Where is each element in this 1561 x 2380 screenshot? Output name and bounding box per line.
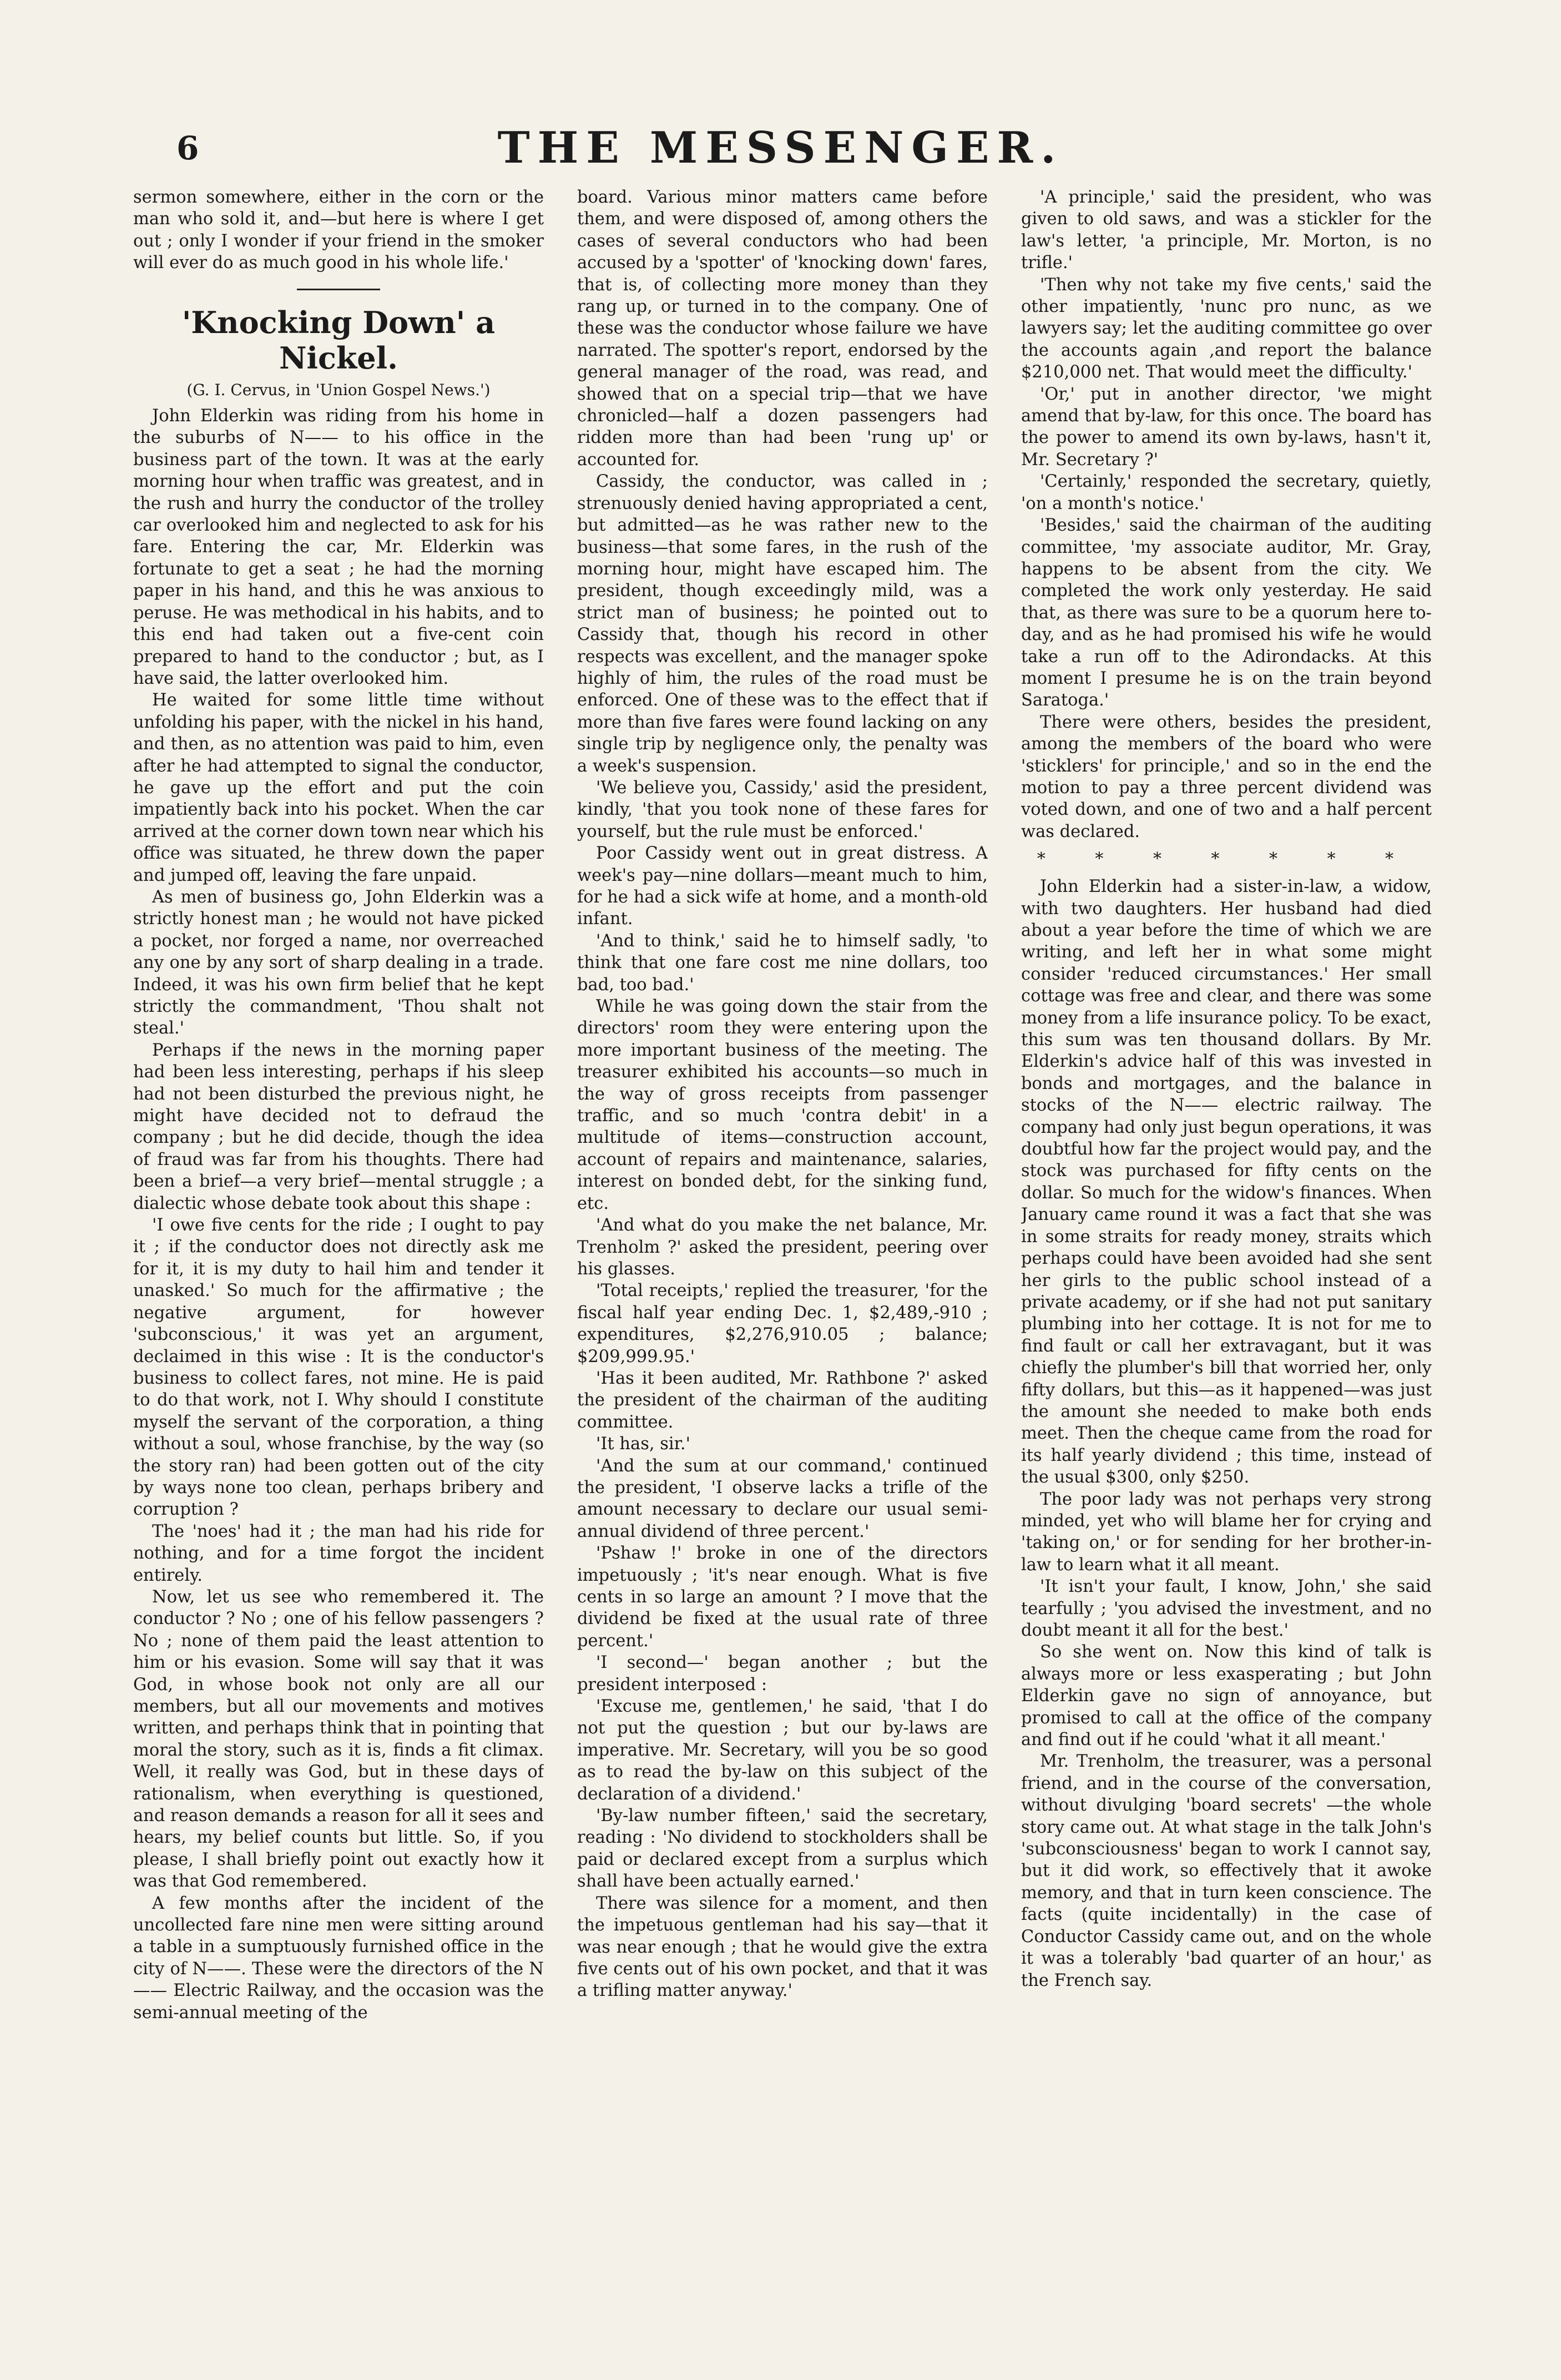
article-columns [133,186,1432,2340]
paragraph: There was silence for a moment, and then the impetuous gentleman had his say—that it was near enough ; that he would give the extra five cents out of his own pocket, and that it was a trifling matter anyway.' [577,1893,988,2001]
paragraph: 'Besides,' said the chairman of the auditing committee, 'my associate auditor, Mr. Gray, happens to be absent from the city. We completed the work only yesterday. He said that, as there was sure to be a quorum here to-day, and as he had promised his wife he would take a run off to the Adirondacks. At this moment I presume he is on the train beyond Saratoga.' [1021,516,1432,710]
paragraph: 'I owe five cents for the ride ; I ought to pay it ; if the conductor does not directly ask me for it, it is my duty to hail him and tender it unasked.' So much for the affirmative ; the negative argument, for however 'subconscious,' it was yet an argument, declaimed in this wise : It is the conductor's business to collect fares, not mine. He is paid to do that work, not I. Why should I constitute myself the servant of the corporation, a thing without a soul, whose franchise, by the way (so the story ran) had been gotten out of the city by ways none too clean, perhaps bribery and corruption ? [133,1216,544,1520]
paragraph: 'A principle,' said the president, who was given to old saws, and was a stickler for the law's letter, 'a principle, Mr. Morton, is no trifle.' [1021,188,1432,273]
paragraph: While he was going down the stair from the directors' room they were entering upon the more important business of the meeting. The treasurer exhibited his accounts—so much in the way of gross receipts from passenger traffic, and so much 'contra debit' in a multitude of items—construction account, account of repairs and maintenance, salaries, interest on bonded debt, for the sinking fund, etc. [577,997,988,1213]
byline: (G. I. Cervus, in 'Union Gospel News.') [186,380,491,399]
column-2 [577,186,988,2340]
page-number: 6 [176,129,199,167]
article-title: 'Knocking Down' a Nickel. [181,304,496,376]
paragraph: 'It isn't your fault, I know, John,' she said tearfully ; 'you advised the investment, and no doubt meant it all for the best.' [1021,1577,1432,1640]
paragraph: A few months after the incident of the uncollected fare nine men were sitting around a table in a sumptuously furnished office in the city of N——. These were the directors of the N—— Electric Railway, and the occasion was the semi-annual meeting of the [133,1893,544,2023]
paragraph: 'We believe you, Cassidy,' asid the president, kindly, 'that you took none of these fares for yourself, but the rule must be enforced.' [577,778,988,841]
paragraph: John Elderkin had a sister-in-law, a widow, with two daughters. Her husband had died about a year before the time of which we are writing, and left her in what some might consider 'reduced circumstances.' Her small cottage was free and clear, and there was some money from a life insurance policy. To be exact, this sum was ten thousand dollars. By Mr. Elderkin's advice half of this was invested in bonds and mortgages, and the balance in stocks of the N—— electric railway. The company had only just begun operations, it was doubtful how far the project would pay, and the stock was purchased for fifty cents on the dollar. So much for the widow's finances. When January came round it was a fact that she was in some straits for ready money, straits which perhaps could have been avoided had she sent her girls to the public school instead of a private academy, or if she had not put sanitary plumbing into her cottage. It is not for me to find fault or call her extravagant, but it was chiefly the plumber's bill that worried her, only fifty dollars, but this—as it happened—was just the amount she needed to make both ends meet. Then the cheque came from the road for its half yearly dividend ; this time, instead of the usual $300, only $250. [1021,877,1432,1488]
column-1 [133,186,544,2340]
paragraph: Mr. Trenholm, the treasurer, was a personal friend, and in the course of the conversation, without divulging 'board secrets' —the whole story came out. At what stage in the talk John's 'subconsciousness' began to work I cannot say, but it did work, so effectively that it awoke memory, and that in turn keen conscience. The facts (quite incidentally) in the case of Conductor Cassidy came out, and on the whole it was a tolerably 'bad quarter of an hour,' as the French say. [1021,1752,1432,1990]
paragraph: There were others, besides the president, among the members of the board who were 'sticklers' for principle,' and so in the end the motion to pay a three percent dividend was voted down, and one of two and a half percent was declared. [1021,712,1432,841]
paragraph: 'Pshaw !' broke in one of the directors impetuously ; 'it's near enough. What is five cents in so large an amount ? I move that the dividend be fixed at the usual rate of three percent.' [577,1544,988,1651]
section-break-asterisks: * * * * * * * [1037,849,1416,869]
paragraph: The 'noes' had it ; the man had his ride for nothing, and for a time forgot the incident entirely. [133,1521,544,1585]
paragraph: John Elderkin was riding from his home in the suburbs of N—— to his office in the business part of the town. It was at the early morning hour when traffic was greatest, and in the rush and hurry the conductor of the trolley car overlooked him and neglected to ask for his fare. Entering the car, Mr. Elderkin was fortunate to get a seat ; he had the morning paper in his hand, and this he was anxious to peruse. He was methodical in his habits, and to this end had taken out a five-cent coin prepared to hand to the conductor ; but, as I have said, the latter overlooked him. [133,406,544,688]
section-divider [297,289,380,290]
paragraph: Poor Cassidy went out in great distress. A week's pay—nine dollars—meant much to him, for he had a sick wife at home, and a month-old infant. [577,844,988,929]
paragraph: The poor lady was not perhaps very strong minded, yet who will blame her for crying and 'taking on,' or for sending for her brother-in-law to learn what it all meant. [1021,1489,1432,1575]
paragraph: 'By-law number fifteen,' said the secretary, reading : 'No dividend to stockholders shall be paid or declared except from a surplus which shall have been actually earned.' [577,1806,988,1892]
paragraph: 'Total receipts,' replied the treasurer, 'for the fiscal half year ending Dec. 1, $2,489,-910 ; expenditures, $2,276,910.05 ; balance; $209,999.95.' [577,1281,988,1367]
paragraph: sermon somewhere, either in the corn or the man who sold it, and—but here is where I get out ; only I wonder if your friend in the smoker will ever do as much good in his whole life.' [133,188,544,273]
paragraph: 'It has, sir.' [596,1434,690,1454]
paper-title: THE MESSENGER. [497,123,1064,173]
paragraph: So she went on. Now this kind of talk is always more or less exasperating ; but John Elderkin gave no sign of annoyance, but promised to call at the office of the company and find out if he could 'what it all meant.' [1021,1642,1432,1750]
paragraph: 'And what do you make the net balance, Mr. Trenholm ?' asked the president, peering over his glasses. [577,1216,988,1279]
paragraph: He waited for some little time without unfolding his paper, with the nickel in his hand, and then, as no attention was paid to him, even after he had attempted to signal the conductor, he gave up the effort and put the coin impatiently back into his pocket. When the car arrived at the corner down town near which his office was situated, he threw down the paper and jumped off, leaving the fare unpaid. [133,690,544,885]
paragraph: 'Excuse me, gentlemen,' he said, 'that I do not put the question ; but our by-laws are imperative. Mr. Secretary, will you be so good as to read the by-law on this subject of the declaration of a dividend.' [577,1697,988,1804]
paragraph: 'Then why not take my five cents,' said the other impatiently, 'nunc pro nunc, as we lawyers say; let the auditing committee go over the accounts again ,and report the balance $210,000 net. That would meet the difficulty.' [1021,275,1432,382]
paragraph: As men of business go, John Elderkin was a strictly honest man ; he would not have picked a pocket, nor forged a name, nor overreached any one by any sort of sharp dealing in a trade. Indeed, it was his own firm belief that he kept strictly the commandment, 'Thou shalt not steal.' [133,887,544,1038]
column-3 [1021,186,1432,2340]
paragraph: 'And to think,' said he to himself sadly, 'to think that one fare cost me nine dollars, too bad, too bad.' [577,931,988,995]
paragraph: board. Various minor matters came before them, and were disposed of, among others the cases of several conductors who had been accused by a 'spotter' of 'knocking down' fares, that is, of collecting more money than they rang up, or turned in to the company. One of these was the conductor whose failure we have narrated. The spotter's report, endorsed by the general manager of the road, was read, and showed that on a special trip—that we have chronicled—half a dozen passengers had ridden more than had been 'rung up' or accounted for. [577,188,988,470]
paragraph: 'Or,' put in another director, 'we might amend that by-law, for this once. The board has the power to amend its own by-laws, hasn't it, Mr. Secretary ?' [1021,384,1432,470]
paragraph: 'I second—' began another ; but the president interposed : [577,1653,988,1695]
paragraph: Perhaps if the news in the morning paper had been less interesting, perhaps if his sleep had not been disturbed the previous night, he might have decided not to defraud the company ; but he did decide, though the idea of fraud was far from his thoughts. There had been a brief—a very brief—mental struggle ; a dialectic whose debate took about this shape : [133,1040,544,1213]
paragraph: 'And the sum at our command,' continued the president, 'I observe lacks a trifle of the amount necessary to declare our usual semi-annual dividend of three percent.' [577,1456,988,1541]
paragraph: 'Has it been audited, Mr. Rathbone ?' asked the president of the chairman of the auditing committee. [577,1368,988,1432]
paragraph: Now, let us see who remembered it. The conductor ? No ; one of his fellow passengers ? No ; none of them paid the least attention to him or his evasion. Some will say that it was God, in whose book not only are all our members, but all our movements and motives written, and perhaps think that in pointing that moral the story, such as it is, finds a fit climax. Well, it really was God, but in these days of rationalism, when everything is questioned, and reason demands a reason for all it sees and hears, my belief counts but little. So, if you please, I shall briefly point out exactly how it was that God remembered. [133,1587,544,1892]
paragraph: Cassidy, the conductor, was called in ; strenuously denied having appropriated a cent, but admitted—as he was rather new to the business—that some fares, in the rush of the morning hour, might have escaped him. The president, though exceedingly mild, was a strict man of business; he pointed out to Cassidy that, though his record in other respects was excellent, and the manager spoke highly of him, the rules of the road must be enforced. One of these was to the effect that if more than five fares were found lacking on any single trip by negligence only, the penalty was a week's suspension. [577,472,988,776]
paragraph: 'Certainly,' responded the secretary, quietly, 'on a month's notice.' [1021,472,1432,513]
